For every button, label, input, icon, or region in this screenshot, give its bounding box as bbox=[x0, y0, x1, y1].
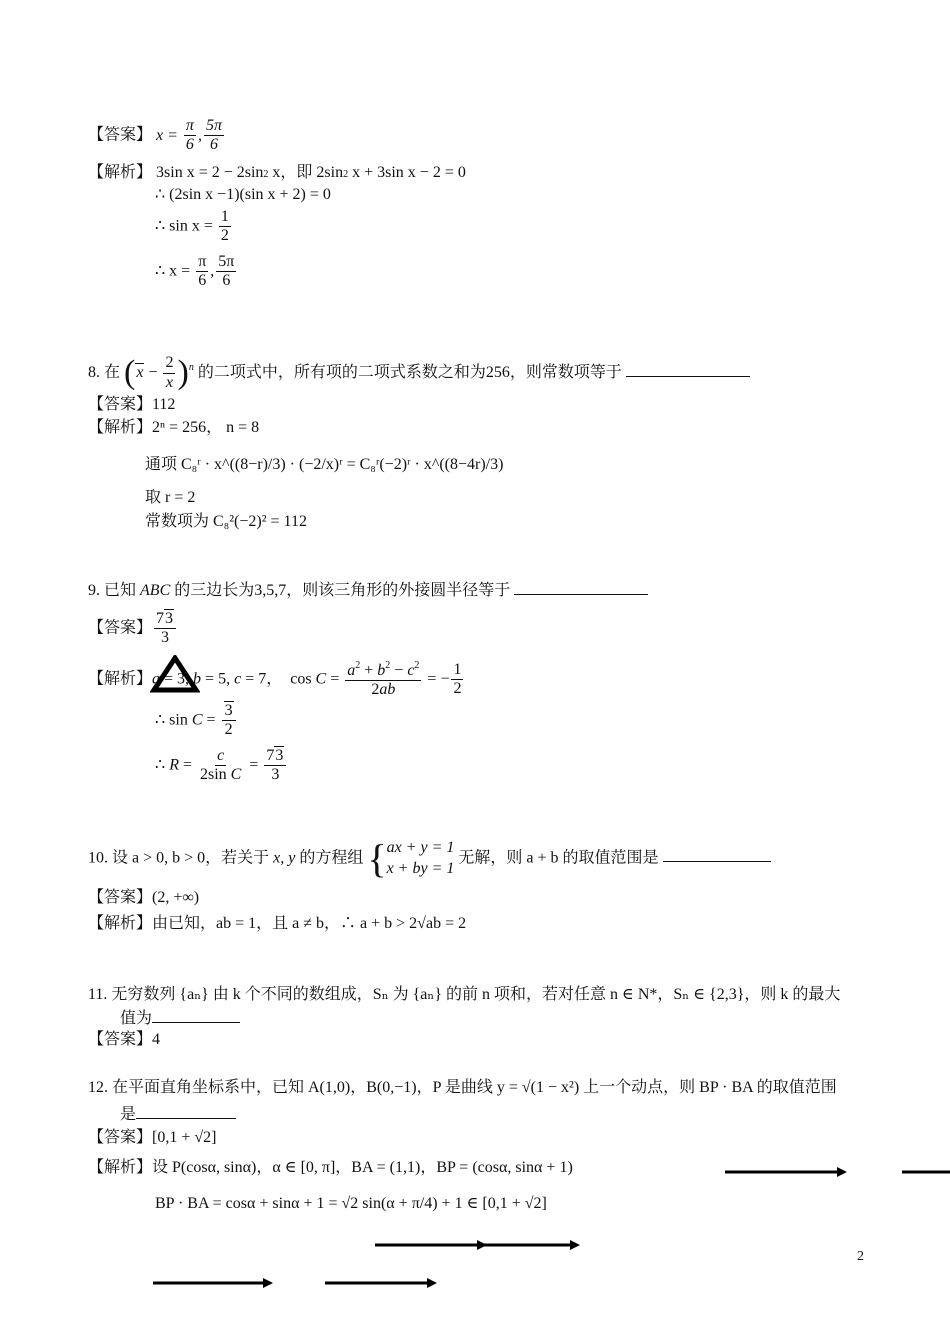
q7-analysis-line3: ∴ sin x = $\frac{1}{2}$ bbox=[155, 208, 229, 245]
analysis-label: 【解析】 bbox=[88, 419, 153, 436]
analysis-label: 【解析】 bbox=[88, 1159, 153, 1176]
q10-eq2: x + by = 1 bbox=[386, 859, 455, 877]
triangle-icon bbox=[150, 655, 200, 693]
q8-analysis-line4: 常数项为 C₈²(−2)² = 112 bbox=[145, 513, 307, 530]
q10-stem-a: 设 a > 0, b > 0，若关于 bbox=[112, 849, 270, 867]
vector-arrow bbox=[375, 1240, 487, 1250]
q12-answer: [0,1 + √2] bbox=[152, 1129, 217, 1146]
q7-analysis-line4: ∴ x = $\frac{\pi}{6}$ , $\frac{5\pi}{6}$ bbox=[155, 253, 235, 290]
q7-analysis-1a: 3sin x = 2 − 2sin bbox=[156, 164, 264, 181]
answer-label: 【答案】 bbox=[88, 126, 153, 144]
q8-number: 8. bbox=[88, 363, 100, 381]
q11-stem-2: 值为 bbox=[120, 1010, 153, 1027]
q8-analysis-line1 bbox=[88, 418, 259, 438]
vector-arrow bbox=[902, 1167, 950, 1177]
q9-stem-prefix: 已知 bbox=[104, 582, 137, 599]
q7-analysis-1c: x + 3sin x − 2 = 0 bbox=[352, 164, 466, 181]
q11-stem-line2 bbox=[120, 1008, 240, 1029]
answer-label: 【答案】 bbox=[88, 1031, 153, 1048]
q11-answer-line bbox=[88, 1030, 160, 1050]
q8-answer: 112 bbox=[152, 396, 176, 413]
q10-stem: 10. 设 a > 0, b > 0，若关于 x, y 的方程组 { ax + y = 1 x + by = 1 无解，则 a + b 的取值范围是 bbox=[88, 838, 771, 880]
q9-analysis-line1: 【解析】a = 3, b = 5, c = 7， cos C = $\frac{a^2 + b^2 - c^2}{2ab}$ = − $\frac{1}{2}$ bbox=[88, 660, 462, 699]
q12-analysis-line2: BP · BA = cosα + sinα + 1 = √2 sin(α + π/4) + 1 ∈ [0,1 + √2] bbox=[155, 1195, 547, 1212]
answer-label: 【答案】 bbox=[88, 396, 153, 413]
q8-analysis-line2: 通项 C₈ʳ · x^((8−r)/3) · (−2/x)ʳ = C₈ʳ(−2)ʳ · x^((8−4r)/3) bbox=[145, 456, 504, 473]
vector-arrow bbox=[480, 1240, 580, 1250]
q10-number: 10. bbox=[88, 849, 108, 867]
q9-answer-line bbox=[88, 610, 178, 648]
q11-number: 11. bbox=[88, 986, 108, 1003]
q10-analysis-line bbox=[88, 914, 466, 934]
q10-stem-c: 无解，则 a + b 的取值范围是 bbox=[458, 849, 659, 867]
vector-arrow bbox=[725, 1167, 847, 1177]
q10-analysis-b: a + b > 2√ab = 2 bbox=[360, 915, 467, 932]
q8-answer-line bbox=[88, 395, 175, 415]
q8-analysis-line3: 取 r = 2 bbox=[145, 489, 196, 506]
q12-stem-line2 bbox=[120, 1104, 236, 1125]
vector-arrow bbox=[153, 1278, 273, 1288]
q8-stem-suffix: 的二项式中，所有项的二项式系数之和为256，则常数项等于 bbox=[197, 363, 622, 381]
q10-answer: (2, +∞) bbox=[152, 889, 200, 906]
q8-blank bbox=[626, 362, 750, 377]
q12-blank bbox=[136, 1104, 236, 1119]
q7-answer-line bbox=[88, 117, 226, 155]
analysis-label: 【解析】 bbox=[88, 915, 153, 932]
answer-label: 【答案】 bbox=[88, 1129, 153, 1146]
q9-answer: $\frac{73}{3}$ bbox=[154, 610, 176, 648]
q7-answer: x = $\frac{\pi}{6}$ , $\frac{5\pi}{6}$ bbox=[156, 117, 222, 154]
q10-stem-b: 的方程组 bbox=[299, 849, 364, 867]
q7-analysis-line1: 【解析】 3sin x = 2 − 2sin2 x，即 2sin2 x + 3sin x − 2 = 0 bbox=[88, 164, 466, 181]
analysis-label: 【解析】 bbox=[88, 670, 153, 688]
q12-stem-line1 bbox=[88, 1078, 837, 1098]
q10-eq1: ax + y = 1 bbox=[386, 839, 455, 856]
q7-analysis-1b: x，即 2sin bbox=[272, 164, 344, 181]
q10-blank bbox=[663, 847, 771, 862]
page-number: 2 bbox=[857, 1249, 864, 1264]
q10-analysis-a: 由已知，ab = 1，且 a ≠ b，∴ bbox=[152, 915, 357, 932]
q8-stem-prefix: 在 bbox=[104, 363, 121, 381]
q7-analysis-line2: ∴ (2sin x −1)(sin x + 2) = 0 bbox=[155, 186, 331, 203]
q11-blank bbox=[152, 1008, 240, 1023]
q9-stem-suffix: 的三边长为3,5,7，则该三角形的外接圆半径等于 bbox=[174, 582, 511, 599]
q9-stem bbox=[88, 580, 648, 601]
q9-number: 9. bbox=[88, 582, 100, 599]
q12-answer-line bbox=[88, 1128, 216, 1148]
q10-vars: x, y bbox=[273, 849, 296, 867]
q12-analysis-line1 bbox=[88, 1158, 573, 1178]
q12-analysis-1: 设 P(cosα, sinα)，α ∈ [0, π]，BA = (1,1)，BP = (cosα, sinα + 1) bbox=[152, 1159, 573, 1176]
q11-answer: 4 bbox=[152, 1031, 161, 1048]
q9-analysis-line3: ∴ R = $\frac{c}{\text{2sin C}}$ = $\frac{73}{3}$ bbox=[155, 747, 288, 785]
answer-label: 【答案】 bbox=[88, 889, 153, 906]
q9-triangle-name: ABC bbox=[140, 582, 171, 599]
q8-stem: 8. 在 (x − $\frac{2}{x}$ )$^n$ 的二项式中，所有项的二项式系数之和为256，则常数项等于 bbox=[88, 352, 750, 395]
q11-stem-line1 bbox=[88, 985, 840, 1005]
q11-stem-1: 无穷数列 {aₙ} 由 k 个不同的数组成，Sₙ 为 {aₙ} 的前 n 项和，若对任意 n ∈ N*，Sₙ ∈ {2,3}，则 k 的最大 bbox=[111, 986, 841, 1003]
analysis-label: 【解析】 bbox=[88, 164, 153, 181]
q12-stem-2: 是 bbox=[120, 1106, 137, 1123]
q12-number: 12. bbox=[88, 1079, 108, 1096]
q9-blank bbox=[514, 580, 648, 595]
q9-analysis-line2: ∴ sin C = $\frac{3}{2}$ bbox=[155, 702, 238, 740]
q12-stem-1: 在平面直角坐标系中，已知 A(1,0)，B(0,−1)，P 是曲线 y = √(1 − x²) 上一个动点，则 BP · BA 的取值范围 bbox=[112, 1079, 837, 1096]
vector-arrow bbox=[325, 1278, 437, 1288]
q8-analysis-1: 2ⁿ = 256， n = 8 bbox=[152, 419, 260, 436]
q10-answer-line bbox=[88, 888, 199, 908]
answer-label: 【答案】 bbox=[88, 619, 153, 637]
